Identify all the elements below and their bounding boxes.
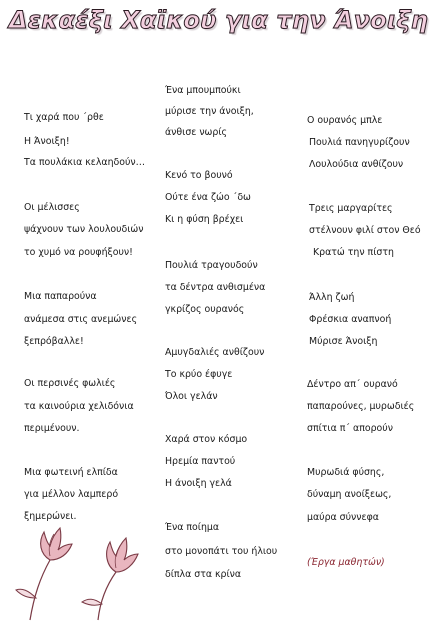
tulip-icon xyxy=(82,538,138,620)
poem-line: Η Άνοιξη! xyxy=(24,136,70,147)
poem-line: το χυμό να ρουφήξουν! xyxy=(24,247,133,258)
poem-line: Το κρύο έφυγε xyxy=(165,369,233,380)
poem-line: περιμένουν. xyxy=(24,423,80,434)
poem-line: άνθισε νωρίς xyxy=(165,127,228,138)
poem-line: δίπλα στα κρίνα xyxy=(165,569,242,580)
poem-line: Οι περσινές φωλιές xyxy=(24,378,116,389)
poem-line: Όλοι γελάν xyxy=(165,391,218,402)
poem-line: Λουλούδια ανθίζουν xyxy=(309,159,404,170)
poem-line: Φρέσκια αναπνοή xyxy=(309,314,392,325)
page-title: Δεκαέξι Χαϊκού για την Άνοιξη xyxy=(8,6,429,34)
poem-line: Άλλη ζωή xyxy=(309,292,355,303)
flower-decoration xyxy=(12,516,152,621)
poem-line: Τι χαρά που ΄ρθε xyxy=(24,112,104,123)
poem-line: ξεπρόβαλλε! xyxy=(24,336,84,347)
poem-line: δύναμη ανοίξεως, xyxy=(307,489,392,500)
poem-line: Ο ουρανός μπλε xyxy=(307,115,383,126)
poem-line: μαύρα σύννεφα xyxy=(307,512,379,523)
poem-line: Η άνοιξη γελά xyxy=(165,478,232,489)
poem-line: τα δέντρα ανθισμένα xyxy=(165,282,266,293)
poem-line: μύρισε την άνοιξη, xyxy=(165,106,254,117)
poem-line: Μύρισε Άνοιξη xyxy=(309,336,378,347)
poem-line: Ένα μπουμπούκι xyxy=(165,85,241,96)
poem-line: Κρατώ την πίστη xyxy=(313,247,394,258)
poem-line: Τα πουλάκια κελαηδούν… xyxy=(24,157,146,168)
poem-line: Μια παπαρούνα xyxy=(24,291,97,302)
poem-line: ανάμεσα στις ανεμώνες xyxy=(24,314,138,325)
poem-line: Μια φωτεινή ελπίδα xyxy=(24,467,118,478)
poem-line: Χαρά στον κόσμο xyxy=(165,434,248,445)
poem-line: Οι μέλισσες xyxy=(24,202,80,213)
poem-line: ψάχνουν των λουλουδιών xyxy=(24,224,144,235)
poem-line: Πουλιά τραγουδούν xyxy=(165,260,258,271)
poem-line: σπίτια π΄ απορούν xyxy=(307,423,393,434)
poem-line: τα καινούρια χελιδόνια xyxy=(24,401,134,412)
poem-line: γκρίζος ουρανός xyxy=(165,304,245,315)
poem-line: παπαρούνες, μυρωδιές xyxy=(307,401,415,412)
poem-line: Κι η φύση βρέχει xyxy=(165,214,244,225)
poem-line: ξημερώνει. xyxy=(24,511,77,522)
credit-note: (Έργα μαθητών) xyxy=(307,557,385,568)
poem-line: Κενό το βουνό xyxy=(165,170,233,181)
poem-line: Δέντρο απ΄ ουρανό xyxy=(307,379,398,390)
poem-line: Ηρεμία παντού xyxy=(165,456,236,467)
poem-line: Ένα ποίημα xyxy=(165,522,220,533)
poem-line: Ούτε ένα ζώο ΄δω xyxy=(165,192,251,203)
poem-line: Τρεις μαργαρίτες xyxy=(309,203,393,214)
poem-line: στο μονοπάτι του ήλιου xyxy=(165,546,278,557)
tulip-icon xyxy=(16,528,72,620)
poem-line: Πουλιά πανηγυρίζουν xyxy=(309,137,410,148)
poem-line: Αμυγδαλιές ανθίζουν xyxy=(165,347,265,358)
poem-line: στέλνουν φιλί στον Θεό xyxy=(309,225,421,236)
poem-line: Μυρωδιά φύσης, xyxy=(307,467,385,478)
poem-line: για μέλλον λαμπερό xyxy=(24,489,119,500)
